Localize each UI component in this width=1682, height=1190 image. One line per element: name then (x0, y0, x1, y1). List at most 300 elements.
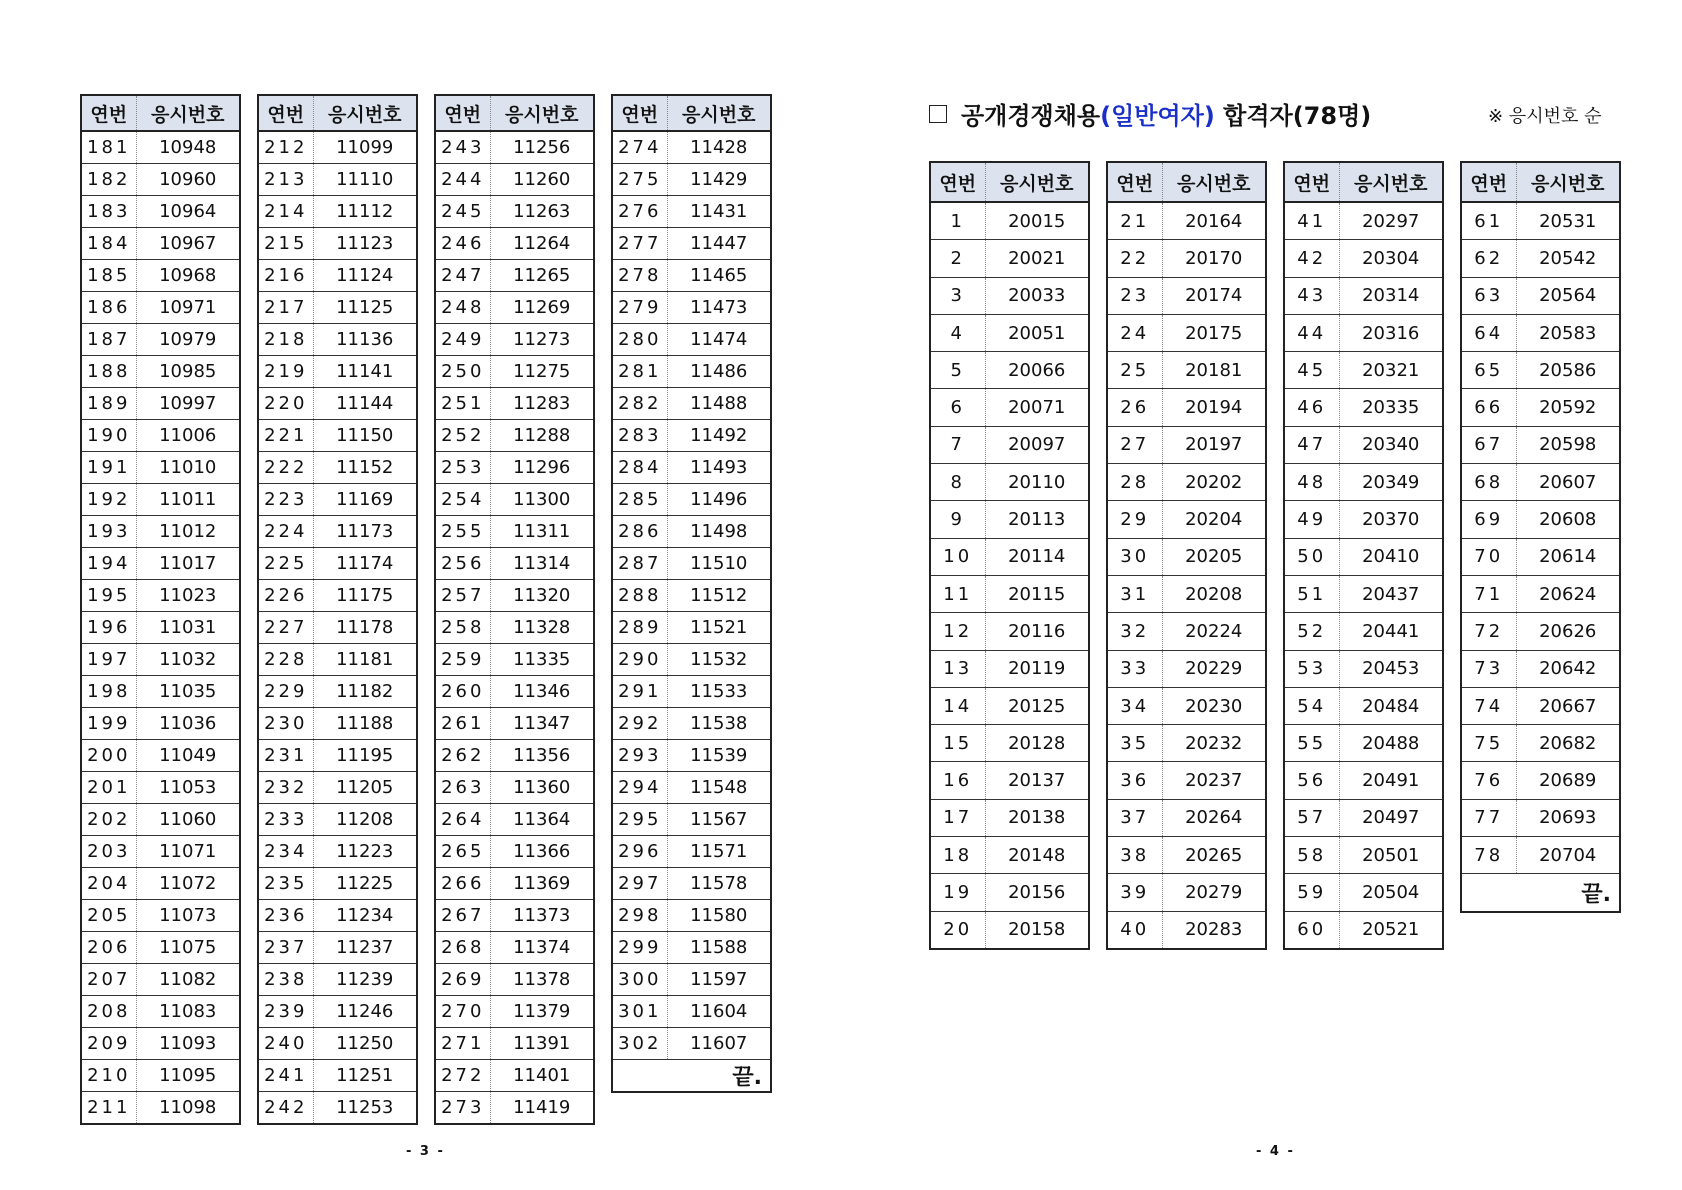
table-row (612, 836, 771, 868)
table-row (1461, 613, 1620, 650)
exam-number-cell: 11275 (490, 356, 594, 388)
table-row (435, 548, 594, 580)
table-row (258, 612, 417, 644)
exam-number-cell: 20314 (1339, 277, 1443, 314)
serial-number-cell: 190 (81, 420, 136, 452)
table-row (81, 548, 240, 580)
exam-number-cell: 20156 (985, 874, 1089, 911)
exam-number-cell: 20624 (1516, 575, 1620, 612)
serial-number-cell: 217 (258, 292, 313, 324)
table-row (81, 868, 240, 900)
exam-number-cell: 11152 (313, 452, 417, 484)
serial-number-cell: 257 (435, 580, 490, 612)
serial-number-cell: 44 (1284, 314, 1339, 351)
exam-number-cell: 20297 (1339, 202, 1443, 240)
table-row (81, 676, 240, 708)
exam-number-cell: 11239 (313, 964, 417, 996)
table-row (612, 612, 771, 644)
table-row (435, 964, 594, 996)
exam-number-cell: 11429 (667, 164, 771, 196)
exam-number-cell: 11265 (490, 260, 594, 292)
exam-number-cell: 20592 (1516, 389, 1620, 426)
table-row (1461, 687, 1620, 724)
table-row (1107, 538, 1266, 575)
table-row (81, 1028, 240, 1060)
exam-number-cell: 11144 (313, 388, 417, 420)
page-number: - 3 - (406, 1144, 445, 1159)
table-row (1284, 352, 1443, 389)
exam-number-cell: 20531 (1516, 202, 1620, 240)
serial-number-cell: 194 (81, 548, 136, 580)
exam-number-cell: 20138 (985, 799, 1089, 836)
serial-number-cell: 278 (612, 260, 667, 292)
result-table (611, 94, 772, 1093)
serial-number-cell: 237 (258, 932, 313, 964)
table-row (1461, 538, 1620, 575)
exam-number-cell: 20021 (985, 240, 1089, 277)
table-row (1461, 314, 1620, 351)
table-row (81, 131, 240, 164)
table-row (81, 292, 240, 324)
table-row (258, 324, 417, 356)
serial-number-cell: 76 (1461, 762, 1516, 799)
exam-number-cell: 20265 (1162, 837, 1266, 874)
table-row (258, 516, 417, 548)
exam-number-cell: 11017 (136, 548, 240, 580)
table-row (1284, 389, 1443, 426)
exam-number-cell: 11205 (313, 772, 417, 804)
serial-number-cell: 262 (435, 740, 490, 772)
table-row (258, 580, 417, 612)
exam-number-cell: 11182 (313, 676, 417, 708)
exam-number-cell: 11532 (667, 644, 771, 676)
serial-number-cell: 71 (1461, 575, 1516, 612)
exam-number-cell: 11428 (667, 131, 771, 164)
exam-number-cell: 11419 (513, 1097, 571, 1118)
table-row (258, 356, 417, 388)
serial-number-cell: 40 (1107, 911, 1162, 949)
serial-number-cell: 18 (930, 837, 985, 874)
serial-number-cell: 199 (81, 708, 136, 740)
exam-number-cell: 11260 (490, 164, 594, 196)
exam-number-cell: 10985 (136, 356, 240, 388)
table-row (612, 292, 771, 324)
serial-number-cell: 260 (435, 676, 490, 708)
exam-number-cell: 20321 (1339, 352, 1443, 389)
table-row (612, 932, 771, 964)
exam-number-cell: 20170 (1162, 240, 1266, 277)
exam-number-cell: 20682 (1516, 725, 1620, 762)
serial-number-cell: 225 (258, 548, 313, 580)
serial-number-cell: 46 (1284, 389, 1339, 426)
serial-number-cell: 232 (258, 772, 313, 804)
exam-number-cell: 11347 (490, 708, 594, 740)
exam-number-cell: 20491 (1339, 762, 1443, 799)
exam-number-cell: 11049 (136, 740, 240, 772)
exam-number-cell: 20230 (1162, 687, 1266, 724)
serial-number-cell: 269 (435, 964, 490, 996)
exam-number-cell: 20237 (1162, 762, 1266, 799)
exam-number-cell: 11256 (490, 131, 594, 164)
table-row (258, 452, 417, 484)
serial-number-cell: 8 (930, 464, 985, 501)
serial-number-cell: 2 (930, 240, 985, 277)
exam-number-cell: 11082 (136, 964, 240, 996)
table-row (930, 613, 1089, 650)
exam-number-cell: 11580 (667, 900, 771, 932)
table-row (258, 228, 417, 260)
table-row (258, 836, 417, 868)
serial-number-cell: 77 (1461, 799, 1516, 836)
serial-number-cell: 205 (81, 900, 136, 932)
serial-number-cell: 54 (1284, 687, 1339, 724)
serial-number-cell: 16 (930, 762, 985, 799)
table-row (81, 420, 240, 452)
serial-number-cell: 259 (435, 644, 490, 676)
exam-number-cell: 20181 (1162, 352, 1266, 389)
serial-number-cell: 55 (1284, 725, 1339, 762)
serial-number-cell: 41 (1284, 202, 1339, 240)
exam-number-cell: 11110 (313, 164, 417, 196)
result-table (257, 94, 418, 1125)
serial-number-cell: 52 (1284, 613, 1339, 650)
exam-number-cell: 11447 (667, 228, 771, 260)
col-header-serial: 연번 (258, 95, 313, 131)
exam-number-cell: 20197 (1162, 426, 1266, 463)
col-header-exam-number: 응시번호 (136, 95, 240, 131)
exam-number-cell: 11567 (667, 804, 771, 836)
title-prefix: 공개경쟁채용 (961, 102, 1101, 130)
table-row (930, 687, 1089, 724)
serial-number-cell: 56 (1284, 762, 1339, 799)
result-table (1106, 161, 1267, 950)
exam-number-cell: 11391 (490, 1028, 594, 1060)
table-row (930, 426, 1089, 463)
table-row (258, 996, 417, 1028)
exam-number-cell: 20158 (1008, 919, 1066, 941)
table-row (1284, 799, 1443, 836)
exam-number-cell: 20340 (1339, 426, 1443, 463)
exam-number-cell: 20208 (1162, 575, 1266, 612)
exam-number-cell: 11208 (313, 804, 417, 836)
title-suffix: 합격자(78명) (1214, 102, 1372, 130)
serial-number-cell: 59 (1284, 874, 1339, 911)
table-row (1284, 874, 1443, 911)
serial-number-cell: 49 (1284, 501, 1339, 538)
table-row (435, 356, 594, 388)
serial-number-cell: 298 (612, 900, 667, 932)
table-row (1107, 725, 1266, 762)
serial-number-cell: 222 (258, 452, 313, 484)
result-table (1283, 161, 1444, 950)
table-row (258, 1028, 417, 1060)
serial-number-cell: 236 (258, 900, 313, 932)
serial-number-cell: 220 (258, 388, 313, 420)
table-row (612, 484, 771, 516)
end-row (1461, 874, 1620, 912)
serial-number-cell: 235 (258, 868, 313, 900)
table-row (1461, 762, 1620, 799)
exam-number-cell: 11369 (490, 868, 594, 900)
table-row (81, 900, 240, 932)
col-header-serial: 연번 (1284, 162, 1339, 202)
serial-number-cell: 65 (1461, 352, 1516, 389)
exam-number-cell: 10948 (136, 131, 240, 164)
table-row (612, 260, 771, 292)
table-row (612, 228, 771, 260)
serial-number-cell: 20 (930, 911, 985, 949)
serial-number-cell: 43 (1284, 277, 1339, 314)
serial-number-cell: 37 (1107, 799, 1162, 836)
exam-number-cell: 11498 (667, 516, 771, 548)
table-row (1461, 277, 1620, 314)
exam-number-cell: 11465 (667, 260, 771, 292)
serial-number-cell: 208 (81, 996, 136, 1028)
table-row (612, 548, 771, 580)
serial-number-cell: 28 (1107, 464, 1162, 501)
table-row (435, 900, 594, 932)
serial-number-cell: 39 (1107, 874, 1162, 911)
serial-number-cell: 299 (612, 932, 667, 964)
exam-number-cell: 11036 (136, 708, 240, 740)
exam-number-cell: 11533 (667, 676, 771, 708)
exam-number-cell: 11597 (667, 964, 771, 996)
exam-number-cell: 11012 (136, 516, 240, 548)
serial-number-cell: 288 (612, 580, 667, 612)
exam-number-cell: 11571 (667, 836, 771, 868)
serial-number-cell: 264 (435, 804, 490, 836)
table-row (612, 996, 771, 1028)
serial-number-cell: 290 (612, 644, 667, 676)
table-row (1461, 389, 1620, 426)
table-row (258, 164, 417, 196)
serial-number-cell: 252 (435, 420, 490, 452)
serial-number-cell: 21 (1107, 202, 1162, 240)
table-row (1284, 277, 1443, 314)
table-row (1284, 314, 1443, 351)
result-table (80, 94, 241, 1125)
table-row (81, 708, 240, 740)
table-row (612, 900, 771, 932)
serial-number-cell: 15 (930, 725, 985, 762)
table-row (435, 740, 594, 772)
serial-number-cell: 229 (258, 676, 313, 708)
serial-number-cell: 64 (1461, 314, 1516, 351)
serial-number-cell: 211 (81, 1092, 136, 1125)
table-row (930, 202, 1089, 240)
exam-number-cell: 20205 (1162, 538, 1266, 575)
table-row (930, 389, 1089, 426)
table-row (435, 772, 594, 804)
exam-number-cell: 11031 (136, 612, 240, 644)
table-row (258, 1092, 417, 1125)
serial-number-cell: 249 (435, 324, 490, 356)
table-row (612, 1028, 771, 1060)
table-row (435, 164, 594, 196)
end-row (612, 1060, 771, 1093)
table-row (435, 804, 594, 836)
table-row (612, 420, 771, 452)
serial-number-cell: 5 (930, 352, 985, 389)
table-row (930, 538, 1089, 575)
exam-number-cell: 11604 (667, 996, 771, 1028)
exam-number-cell: 20128 (985, 725, 1089, 762)
col-header-exam-number: 응시번호 (490, 95, 594, 131)
exam-number-cell: 20224 (1162, 613, 1266, 650)
table-row (435, 996, 594, 1028)
serial-number-cell: 24 (1107, 314, 1162, 351)
serial-number-cell: 186 (81, 292, 136, 324)
table-row (81, 516, 240, 548)
col-header-serial: 연번 (612, 95, 667, 131)
exam-number-cell: 20542 (1516, 240, 1620, 277)
exam-number-cell: 11071 (136, 836, 240, 868)
exam-number-cell: 11023 (136, 580, 240, 612)
table-row (81, 612, 240, 644)
serial-number-cell: 214 (258, 196, 313, 228)
exam-number-cell: 11538 (667, 708, 771, 740)
table-row (1107, 389, 1266, 426)
serial-number-cell: 209 (81, 1028, 136, 1060)
table-row (1107, 314, 1266, 351)
col-header-exam-number: 응시번호 (1516, 162, 1620, 202)
table-row (81, 484, 240, 516)
table-row (1107, 650, 1266, 687)
serial-number-cell: 289 (612, 612, 667, 644)
serial-number-cell: 33 (1107, 650, 1162, 687)
table-row (1284, 464, 1443, 501)
serial-number-cell: 6 (930, 389, 985, 426)
table-row (1284, 575, 1443, 612)
col-header-serial: 연번 (81, 95, 136, 131)
table-row (612, 356, 771, 388)
table-row (81, 228, 240, 260)
exam-number-cell: 11510 (667, 548, 771, 580)
table-row (612, 772, 771, 804)
exam-number-cell: 11141 (313, 356, 417, 388)
table-row (1107, 613, 1266, 650)
exam-number-cell: 11492 (667, 420, 771, 452)
table-row (612, 324, 771, 356)
exam-number-cell: 10968 (136, 260, 240, 292)
serial-number-cell: 300 (612, 964, 667, 996)
exam-number-cell: 20453 (1339, 650, 1443, 687)
exam-number-cell: 11539 (667, 740, 771, 772)
exam-number-cell: 20119 (985, 650, 1089, 687)
table-row (1107, 277, 1266, 314)
table-row (258, 868, 417, 900)
exam-number-cell: 11474 (667, 324, 771, 356)
serial-number-cell: 230 (258, 708, 313, 740)
table-row (612, 804, 771, 836)
exam-number-cell: 20437 (1339, 575, 1443, 612)
exam-number-cell: 11125 (313, 292, 417, 324)
exam-number-cell: 20051 (985, 314, 1089, 351)
table-row (435, 516, 594, 548)
table-row (612, 452, 771, 484)
exam-number-cell: 11169 (313, 484, 417, 516)
exam-number-cell: 11246 (313, 996, 417, 1028)
table-row (1461, 575, 1620, 612)
serial-number-cell: 250 (435, 356, 490, 388)
serial-number-cell: 183 (81, 196, 136, 228)
exam-number-cell: 20349 (1339, 464, 1443, 501)
exam-number-cell: 11188 (313, 708, 417, 740)
exam-number-cell: 11356 (490, 740, 594, 772)
serial-number-cell: 297 (612, 868, 667, 900)
exam-number-cell: 10967 (136, 228, 240, 260)
serial-number-cell: 185 (81, 260, 136, 292)
table-row (1461, 426, 1620, 463)
serial-number-cell: 246 (435, 228, 490, 260)
exam-number-cell: 11264 (490, 228, 594, 260)
exam-number-cell: 20264 (1162, 799, 1266, 836)
serial-number-cell: 281 (612, 356, 667, 388)
exam-number-cell: 20316 (1339, 314, 1443, 351)
exam-number-cell: 11300 (490, 484, 594, 516)
table-row (81, 164, 240, 196)
serial-number-cell: 75 (1461, 725, 1516, 762)
table-row (258, 196, 417, 228)
serial-number-cell: 224 (258, 516, 313, 548)
exam-number-cell: 11223 (313, 836, 417, 868)
exam-number-cell: 20689 (1516, 762, 1620, 799)
exam-number-cell: 20204 (1162, 501, 1266, 538)
exam-number-cell: 20137 (985, 762, 1089, 799)
serial-number-cell: 23 (1107, 277, 1162, 314)
table-row (612, 644, 771, 676)
exam-number-cell: 11150 (313, 420, 417, 452)
table-row (1107, 799, 1266, 836)
serial-number-cell: 25 (1107, 352, 1162, 389)
table-row (258, 772, 417, 804)
table-row (612, 516, 771, 548)
serial-number-cell: 267 (435, 900, 490, 932)
serial-number-cell: 53 (1284, 650, 1339, 687)
serial-number-cell: 270 (435, 996, 490, 1028)
table-row (1284, 538, 1443, 575)
serial-number-cell: 1 (930, 202, 985, 240)
serial-number-cell: 283 (612, 420, 667, 452)
table-row (81, 996, 240, 1028)
table-row (258, 804, 417, 836)
serial-number-cell: 207 (81, 964, 136, 996)
serial-number-cell: 50 (1284, 538, 1339, 575)
table-row (612, 580, 771, 612)
serial-number-cell: 47 (1284, 426, 1339, 463)
table-row (612, 868, 771, 900)
serial-number-cell: 265 (435, 836, 490, 868)
exam-number-cell: 20113 (985, 501, 1089, 538)
serial-number-cell: 72 (1461, 613, 1516, 650)
exam-number-cell: 10997 (136, 388, 240, 420)
serial-number-cell: 240 (258, 1028, 313, 1060)
table-row (435, 1028, 594, 1060)
table-row (1284, 650, 1443, 687)
table-row (930, 762, 1089, 799)
serial-number-cell: 210 (81, 1060, 136, 1092)
table-row (81, 196, 240, 228)
serial-number-cell: 251 (435, 388, 490, 420)
exam-number-cell: 11335 (490, 644, 594, 676)
section-title (929, 96, 1371, 131)
table-row (258, 420, 417, 452)
serial-number-cell: 255 (435, 516, 490, 548)
table-row (930, 575, 1089, 612)
serial-number-cell: 63 (1461, 277, 1516, 314)
exam-number-cell: 10960 (136, 164, 240, 196)
table-row (435, 932, 594, 964)
